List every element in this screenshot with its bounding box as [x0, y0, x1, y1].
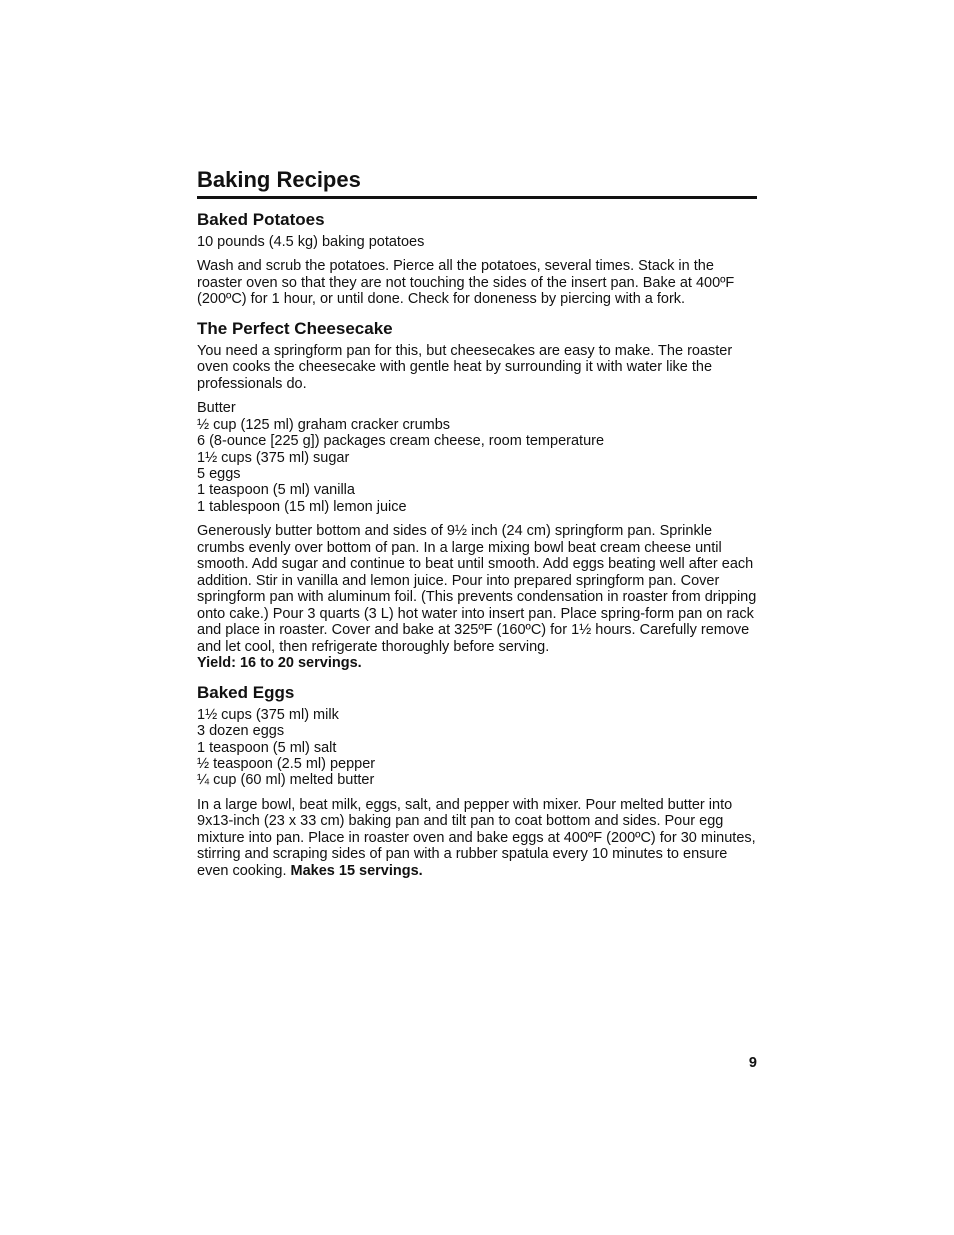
- recipe-title: Baked Eggs: [197, 682, 295, 702]
- ingredient-item: 1 teaspoon (5 ml) vanilla: [197, 482, 355, 499]
- ingredient-item: ½ teaspoon (2.5 ml) pepper: [197, 755, 376, 772]
- instructions-text: Generously butter bottom and sides of 9½ inch (24 cm) springform pan. Sprinkle crumbs evenly over bottom of pan. In a large mixing bowl beat cream cheese until smooth. Add sugar and continue to beat until smooth. Add eggs beating well after each addition. Stir in vanilla and lemon juice. Pour into prepared springform pan. Cover springform pan with aluminum foil. (This prevents condensation in roaster from dripping onto cake.) Pour 3 quarts (3 L) hot water into insert pan. Place spring-form pan on rack and place in roaster. Cover and bake at 325ºF (160ºC) for 1½ hours. Carefully remove and let cool, then refrigerate thoroughly before serving.: [197, 523, 757, 655]
- ingredient-list: [197, 400, 757, 515]
- ingredient-list: [197, 707, 757, 789]
- recipe-cheesecake: [197, 318, 757, 672]
- ingredient-item: 1½ cups (375 ml) milk: [197, 706, 339, 723]
- recipe-instructions: [197, 523, 757, 672]
- recipe-baked-eggs: [197, 682, 757, 880]
- ingredient-item: Butter: [197, 400, 236, 417]
- instructions-text: In a large bowl, beat milk, eggs, salt, and pepper with mixer. Pour melted butter into 9x13-inch (23 x 33 cm) baking pan and tilt pan to coat bottom and sides. Pour egg mixture into pan. Place in roaster oven and bake eggs at 400ºF (200ºC) for 30 minutes, stirring and scraping sides of pan with a rubber spatula every 10 minutes to ensure even cooking.: [197, 796, 756, 879]
- ingredient-item: 1 teaspoon (5 ml) salt: [197, 739, 337, 756]
- ingredient-item: ¼ cup (60 ml) melted butter: [197, 772, 375, 789]
- page-title: Baking Recipes: [197, 167, 361, 192]
- ingredient-item: ½ cup (125 ml) graham cracker crumbs: [197, 416, 451, 433]
- page-content: [197, 166, 757, 889]
- recipe-title: Baked Potatoes: [197, 210, 325, 229]
- ingredient-item: 5 eggs: [197, 466, 241, 483]
- page-number: 9: [748, 1055, 757, 1071]
- recipe-title: The Perfect Cheesecake: [197, 318, 393, 338]
- ingredient-item: 1 tablespoon (15 ml) lemon juice: [197, 498, 407, 515]
- ingredient-item: 1½ cups (375 ml) sugar: [197, 449, 350, 466]
- ingredient-list: [197, 234, 757, 250]
- recipe-yield: Yield: 16 to 20 servings.: [197, 655, 362, 672]
- recipe-yield: Makes 15 servings.: [290, 862, 423, 879]
- ingredient-item: 6 (8-ounce [225 g]) packages cream cheese, room temperature: [197, 433, 605, 450]
- recipe-intro: You need a springform pan for this, but cheesecakes are easy to make. The roaster oven cooks the cheesecake with gentle heat by surrounding it with water like the professionals do.: [197, 342, 733, 392]
- ingredient-item: 3 dozen eggs: [197, 723, 285, 740]
- title-rule: [197, 196, 757, 199]
- recipe-instructions: Wash and scrub the potatoes. Pierce all the potatoes, several times. Stack in the roaster oven so that they are not touching the sides of the insert pan. Bake at 400ºF (200ºC) for 1 hour, or until done. Check for doneness by piercing with a fork.: [197, 258, 735, 308]
- recipe-instructions: [197, 797, 757, 880]
- recipe-baked-potatoes: [197, 209, 757, 308]
- ingredient-item: 10 pounds (4.5 kg) baking potatoes: [197, 234, 425, 250]
